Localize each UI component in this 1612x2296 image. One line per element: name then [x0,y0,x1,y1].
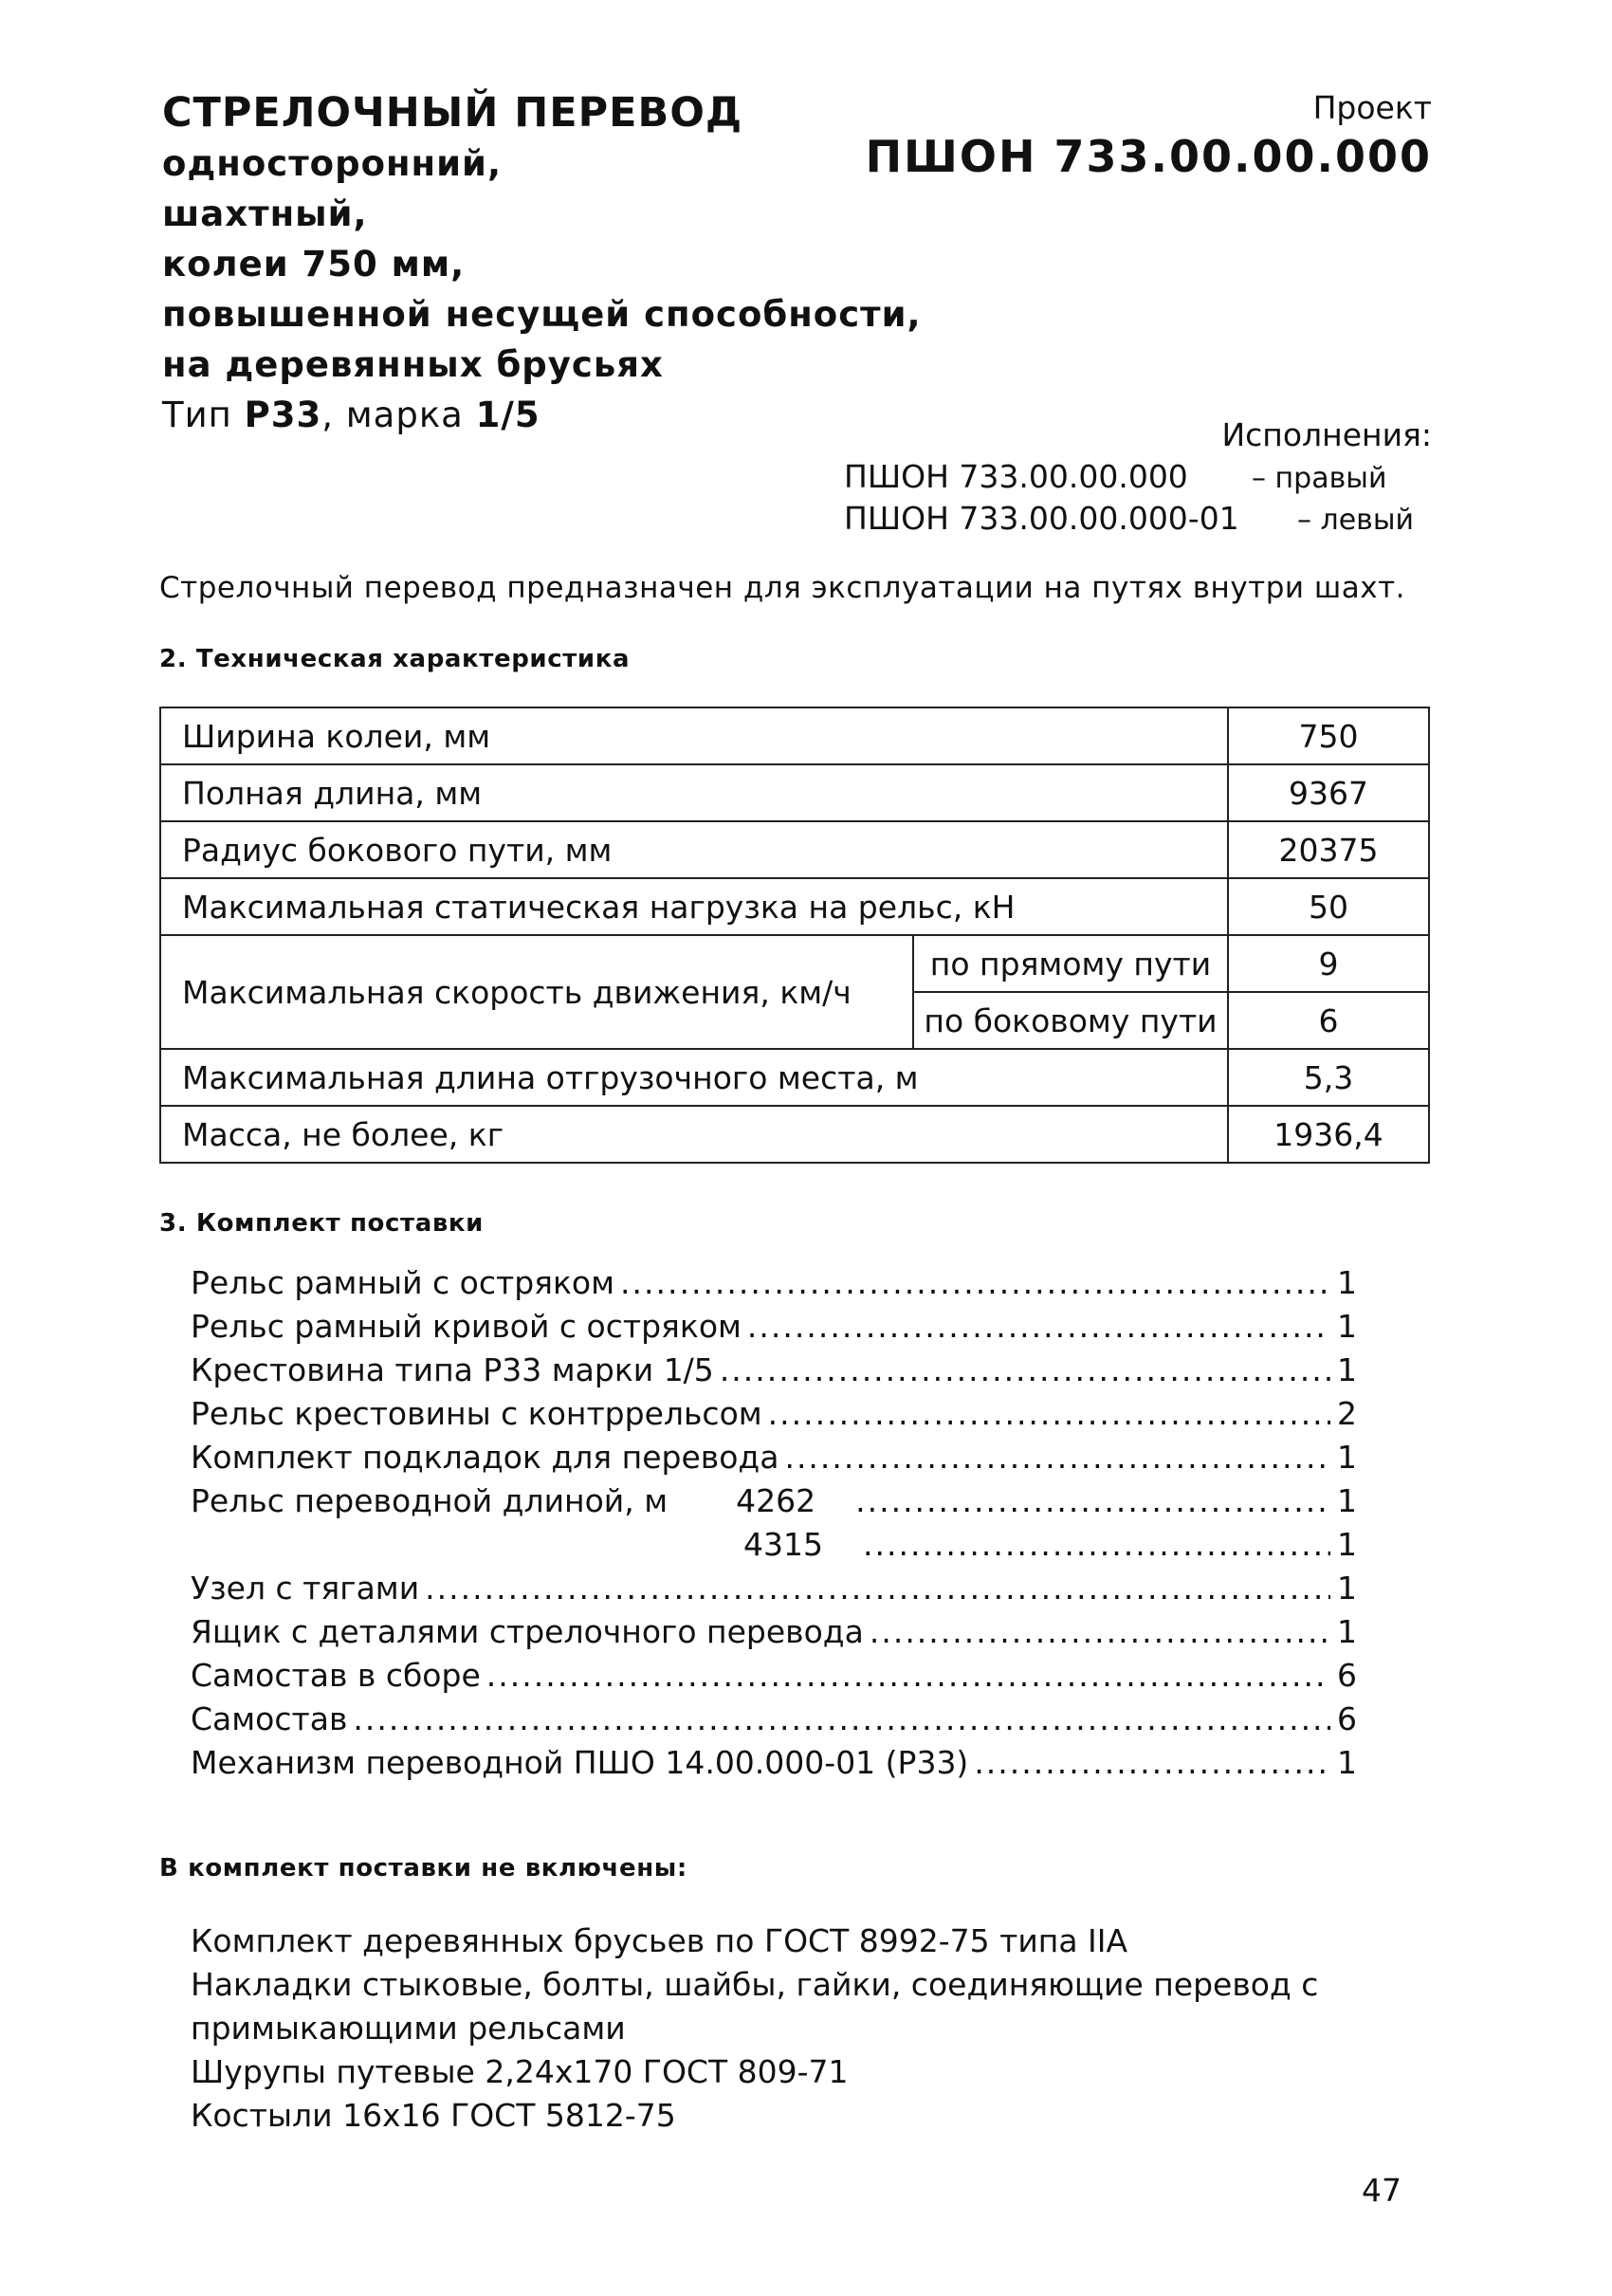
item-qty: 1 [1337,1744,1357,1781]
list-item [191,1657,1357,1700]
item-qty: 1 [1337,1570,1357,1607]
item-name: Механизм переводной ПШО 14.00.000-01 (Р33) [191,1744,969,1781]
list-item [191,1700,1357,1744]
execution-side: – левый [1297,504,1415,537]
leader-dots [870,1613,1330,1650]
item-name: Рельс рамный кривой с остряком [191,1308,742,1345]
leader-dots [486,1657,1330,1694]
list-item [191,1526,1357,1570]
table-row [160,764,1429,821]
tech-heading: 2. Техническая характеристика [159,645,631,673]
title-line: односторонний, [162,143,503,184]
list-item: примыкающими рельсами [191,2010,626,2047]
list-item: Шурупы путевые 2,24х170 ГОСТ 809-71 [191,2053,849,2090]
rail-type: Р33 [244,395,322,435]
leader-dots [974,1744,1330,1781]
item-name: Узел с тягами [191,1570,420,1607]
param-label: Радиус бокового пути, мм [160,821,1228,878]
supply-list [191,1264,1357,1788]
param-label: Масса, не более, кг [160,1106,1228,1163]
item-name: Самостав [191,1700,348,1737]
title-line: колеи 750 мм, [162,244,466,285]
item-qty: 2 [1337,1395,1357,1432]
speed-straight-label: по прямому пути [913,935,1228,992]
type-line [162,390,922,440]
item-name: Самостав в сборе [191,1657,481,1694]
param-value: 20375 [1228,821,1429,878]
item-qty: 6 [1337,1657,1357,1694]
speed-straight-value: 9 [1228,935,1429,992]
execution-side: – правый [1252,462,1387,495]
speed-side-value: 6 [1228,992,1429,1049]
leader-dots [863,1526,1330,1563]
title-line: повышенной несущей способности, [162,294,922,335]
rail-length: 4315 [743,1526,823,1563]
list-item [191,1351,1357,1395]
table-row [160,707,1429,764]
table-row [160,878,1429,935]
leader-dots [620,1264,1330,1301]
execution-code: ПШОН 733.00.00.000-01 [844,500,1239,537]
project-code: ПШОН 733.00.00.000 [865,131,1432,182]
speed-side-label: по боковому пути [913,992,1228,1049]
list-item [191,1613,1357,1657]
item-qty: 1 [1337,1308,1357,1345]
list-item [191,1570,1357,1613]
list-item [191,1482,1357,1526]
executions-title: Исполнения: [1221,416,1432,453]
tech-table [159,707,1430,1164]
document-title: СТРЕЛОЧНЫЙ ПЕРЕВОД [162,89,743,137]
item-qty: 1 [1337,1264,1357,1301]
execution-row [844,499,1432,541]
list-item [191,1744,1357,1788]
item-name: Рельс переводной длиной, м [191,1482,669,1519]
speed-label: Максимальная скорость движения, км/ч [160,935,913,1049]
leader-dots [720,1351,1330,1388]
list-item [191,1395,1357,1439]
list-item [191,1308,1357,1351]
table-row [160,1106,1429,1163]
table-row [160,821,1429,878]
title-block [162,87,922,440]
item-qty: 1 [1337,1482,1357,1519]
item-qty: 1 [1337,1439,1357,1476]
list-item: Костыли 16х16 ГОСТ 5812-75 [191,2097,676,2134]
param-value: 9367 [1228,764,1429,821]
item-qty: 1 [1337,1351,1357,1388]
leader-dots [784,1439,1330,1476]
leader-dots [747,1308,1330,1345]
mark-value: 1/5 [475,395,540,435]
type-mid: , марка [321,395,476,435]
item-name: Крестовина типа Р33 марки 1/5 [191,1351,714,1388]
leader-dots [425,1570,1330,1607]
table-row [160,935,1429,992]
intro-paragraph: Стрелочный перевод предназначен для эксплуатации на путях внутри шахт. [159,571,1406,605]
title-line: шахтный, [162,193,368,234]
list-item: Накладки стыковые, болты, шайбы, гайки, соединяющие перевод с [191,1966,1319,2003]
excluded-heading: В комплект поставки не включены: [159,1854,687,1883]
param-label: Полная длина, мм [160,764,1228,821]
page-number: 47 [1362,2172,1401,2209]
param-label: Максимальная статическая нагрузка на рельс, кН [160,878,1228,935]
list-item [191,1264,1357,1308]
param-label: Максимальная длина отгрузочного места, м [160,1049,1228,1106]
type-prefix: Тип [162,395,245,435]
project-label: Проект [1312,89,1432,126]
executions-block [844,413,1432,541]
leader-dots [353,1700,1330,1737]
list-item: Комплект деревянных брусьев по ГОСТ 8992-75 типа IIА [191,1922,1128,1959]
param-value: 1936,4 [1228,1106,1429,1163]
item-qty: 1 [1337,1613,1357,1650]
rail-length: 4262 [736,1482,816,1519]
param-value: 750 [1228,707,1429,764]
supply-heading: 3. Комплект поставки [159,1209,484,1238]
param-label: Ширина колеи, мм [160,707,1228,764]
list-item [191,1439,1357,1482]
execution-row [844,457,1432,499]
item-qty: 1 [1337,1526,1357,1563]
item-name: Рельс крестовины с контррельсом [191,1395,762,1432]
leader-dots [768,1395,1330,1432]
excluded-list [191,1919,1376,2138]
item-name: Ящик с деталями стрелочного перевода [191,1613,864,1650]
item-name: Рельс рамный с остряком [191,1264,615,1301]
leader-dots [855,1482,1330,1519]
title-line: на деревянных брусьях [162,344,664,385]
execution-code: ПШОН 733.00.00.000 [844,458,1188,495]
item-name: Комплект подкладок для перевода [191,1439,779,1476]
param-value: 50 [1228,878,1429,935]
param-value: 5,3 [1228,1049,1429,1106]
item-qty: 6 [1337,1700,1357,1737]
table-row [160,1049,1429,1106]
